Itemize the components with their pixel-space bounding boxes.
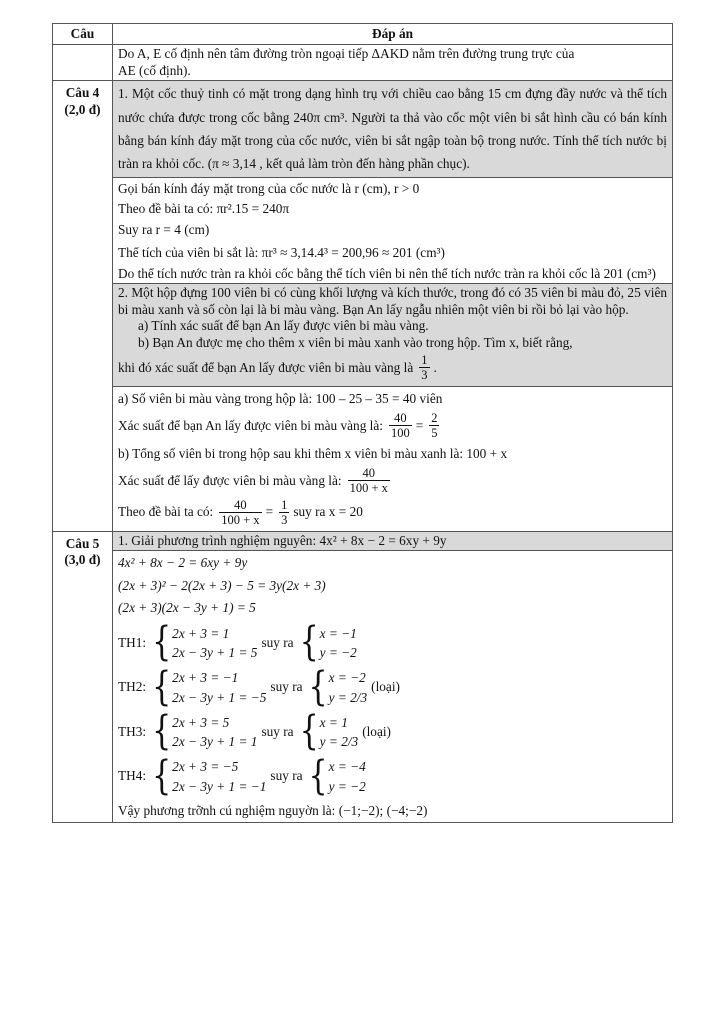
q5-case xyxy=(118,707,667,756)
eq: 2x − 3y + 1 = −1 xyxy=(172,778,267,794)
equals: = xyxy=(265,504,274,520)
q4-part2-a-prob xyxy=(118,411,667,441)
frac-den: 100 + x xyxy=(349,481,388,496)
result-system xyxy=(308,752,366,800)
q4-part2-a-line: a) Số viên bi màu vàng trong hộp là: 100 – 25 – 35 = 40 viên xyxy=(118,390,443,406)
frac-num: 1 xyxy=(281,497,288,512)
q5-solution xyxy=(113,551,673,823)
q5-label: Câu 5 xyxy=(65,535,100,551)
eq: 2x + 3 = −5 xyxy=(172,759,239,775)
frac-num: 40 xyxy=(389,411,412,426)
result: y = −2 xyxy=(319,645,357,661)
result-system xyxy=(308,663,368,711)
frac-den: 100 + x xyxy=(221,513,260,528)
result: x = −4 xyxy=(328,759,366,775)
q4-part2-b-prob xyxy=(118,466,667,496)
q4-sol-line: Thể tích của viên bi sắt là: πr³ ≈ 3,14.4³ = 200,96 ≈ 201 (cm³) xyxy=(118,245,445,261)
brace-icon: { xyxy=(152,752,172,800)
eq: 2x + 3 = 5 xyxy=(172,714,230,730)
fraction xyxy=(389,411,412,441)
q5-label-cell xyxy=(53,531,113,823)
q5-solution-row xyxy=(53,551,673,823)
frac-num: 2 xyxy=(431,411,438,426)
case-mid: suy ra xyxy=(261,634,294,650)
frac-den: 100 xyxy=(390,426,410,441)
q4-part2-problem-row xyxy=(53,284,673,387)
q4-part2-c xyxy=(118,498,667,528)
q5-step: (2x + 3)² − 2(2x + 3) − 5 = 3y(2x + 3) xyxy=(118,577,326,593)
result: x = −2 xyxy=(328,670,366,686)
q5-points: (3,0 đ) xyxy=(64,552,101,568)
brace-icon: { xyxy=(152,618,172,667)
eq: 2x − 3y + 1 = −5 xyxy=(172,689,267,705)
q5-step: (2x + 3)(2x − 3y + 1) = 5 xyxy=(118,600,256,616)
equals: = xyxy=(415,417,424,433)
q4-part2-problem xyxy=(113,284,673,387)
eq: 2x + 3 = 1 xyxy=(172,625,230,641)
case-label: TH2: xyxy=(118,679,147,695)
brace-icon: { xyxy=(299,707,319,756)
brace-icon: { xyxy=(152,707,172,756)
q3-tail-cell xyxy=(113,45,673,81)
q4-sol-line: Gọi bán kính đáy mặt trong của cốc nước là r (cm), r > 0 xyxy=(118,180,420,196)
q4-sol-line: Do thể tích nước tràn ra khỏi cốc bằng thể tích viên bi nên thể tích nước tràn ra khỏi cốc là 201 (cm³) xyxy=(118,265,656,281)
case-note: (loại) xyxy=(371,679,400,695)
result: y = 2/3 xyxy=(319,734,359,750)
result: x = −1 xyxy=(319,625,357,641)
q4-sol-line: Suy ra r = 4 (cm) xyxy=(118,221,210,237)
q3-tail-line2: AE (cố định). xyxy=(118,62,191,78)
case-note: (loại) xyxy=(362,723,391,739)
q4-part2-solution-row xyxy=(53,386,673,531)
fraction xyxy=(279,498,289,528)
q5-step: 4x² + 8x − 2 = 6xy + 9y xyxy=(118,555,248,571)
brace-icon: { xyxy=(308,663,328,711)
q4-part2-solution xyxy=(113,386,673,531)
frac-den: 3 xyxy=(421,368,428,383)
text: Xác suất để bạn An lấy được viên bi màu vàng là: xyxy=(118,417,383,433)
q3-tail-row xyxy=(53,45,673,81)
q4-part2-b: b) Bạn An được mẹ cho thêm x viên bi màu xanh vào trong hộp. Tìm x, biết rằng, xyxy=(138,334,573,350)
frac-num: 1 xyxy=(421,353,428,368)
q4-part2-a: a) Tính xác suất để bạn An lấy được viên bi màu vàng. xyxy=(138,318,429,334)
q4-label-cell xyxy=(53,81,113,531)
eq: 2x + 3 = −1 xyxy=(172,670,239,686)
q4-part2-b-line: b) Tổng số viên bi trong hộp sau khi thêm x viên bi màu xanh là: 100 + x xyxy=(118,445,508,461)
q4-part1-solution-row xyxy=(53,177,673,284)
system xyxy=(152,707,258,756)
q5-part1-problem-row xyxy=(53,531,673,550)
result-system xyxy=(299,707,359,756)
q4-points: (2,0 đ) xyxy=(64,101,101,117)
result-system xyxy=(299,618,357,667)
fraction xyxy=(219,498,261,528)
text: Xác suất để lấy được viên bi màu vàng là: xyxy=(118,472,342,488)
q5-part1-problem xyxy=(113,531,673,550)
fraction xyxy=(419,353,429,383)
result: x = 1 xyxy=(319,714,348,730)
eq: 2x − 3y + 1 = 5 xyxy=(172,645,258,661)
period: . xyxy=(433,359,437,375)
fraction xyxy=(429,411,439,441)
q4-sol-line: Theo đề bài ta có: πr².15 = 240π xyxy=(118,201,290,217)
text: suy ra x = 20 xyxy=(293,504,363,520)
brace-icon: { xyxy=(152,663,172,711)
q4-part1-problem-row xyxy=(53,81,673,177)
answer-table xyxy=(52,23,673,823)
q5-case xyxy=(118,618,667,667)
fraction xyxy=(348,466,390,496)
q4-part2-b-cont xyxy=(118,353,667,383)
eq: 2x − 3y + 1 = 1 xyxy=(172,734,258,750)
q5-conclusion: Vậy phương trỡnh cú nghiệm nguyờn là: (−1;−2); (−4;−2) xyxy=(118,802,428,818)
case-label: TH4: xyxy=(118,768,147,784)
case-mid: suy ra xyxy=(270,679,303,695)
q3-tail-line1: Do A, E cố định nên tâm đường tròn ngoại tiếp ΔAKD nằm trên đường trung trực của xyxy=(118,46,575,62)
header-question: Câu xyxy=(53,24,113,45)
header-answer: Đáp án xyxy=(113,24,673,45)
case-mid: suy ra xyxy=(261,723,294,739)
case-label: TH3: xyxy=(118,723,147,739)
q5-case xyxy=(118,752,667,800)
result: y = −2 xyxy=(328,778,366,794)
q4-label: Câu 4 xyxy=(65,85,100,101)
case-mid: suy ra xyxy=(270,768,303,784)
system xyxy=(152,663,267,711)
case-label: TH1: xyxy=(118,634,147,650)
frac-den: 5 xyxy=(431,426,438,441)
result: y = 2/3 xyxy=(328,689,368,705)
q5-case xyxy=(118,663,667,711)
frac-den: 3 xyxy=(281,513,288,528)
frac-num: 40 xyxy=(348,466,390,481)
q4-part1-problem xyxy=(113,81,673,177)
q4-part1-problem-text: 1. Một cốc thuỷ tinh có mặt trong dạng hình trụ với chiều cao bằng 15 cm đựng đầy nước và thể tích nước chứa được trong cốc bằng 240π cm³. Người ta thả vào cốc một viên bi sắt hình cầu có bán kính bằng bán kính đáy mặt trong của cốc nước, viên bi sắt ngập toàn bộ trong nước. Tính thể tích nước bị tràn ra khỏi cốc. (π ≈ 3,14 , kết quả làm tròn đến hàng phần chục). xyxy=(118,86,667,172)
brace-icon: { xyxy=(299,618,319,667)
frac-num: 40 xyxy=(219,498,261,513)
q4-part2-b-cont-text: khi đó xác suất để bạn An lấy được viên bi màu vàng là xyxy=(118,359,414,375)
q4-part2-intro: 2. Một hộp đựng 100 viên bi có cùng khối lượng và kích thước, trong đó có 35 viên bi màu đỏ, 25 viên bi màu xanh và số còn lại là bi màu vàng. Bạn An lấy ngẫu nhiên một viên bi rồi bỏ lại vào hộp. xyxy=(118,285,667,317)
brace-icon: { xyxy=(308,752,328,800)
q5-problem-text: 1. Giải phương trình nghiệm nguyên: 4x² + 8x − 2 = 6xy + 9y xyxy=(118,532,447,548)
text: Theo đề bài ta có: xyxy=(118,504,214,520)
system xyxy=(152,752,267,800)
q4-part1-solution xyxy=(113,177,673,284)
system xyxy=(152,618,258,667)
table-header-row xyxy=(53,24,673,45)
